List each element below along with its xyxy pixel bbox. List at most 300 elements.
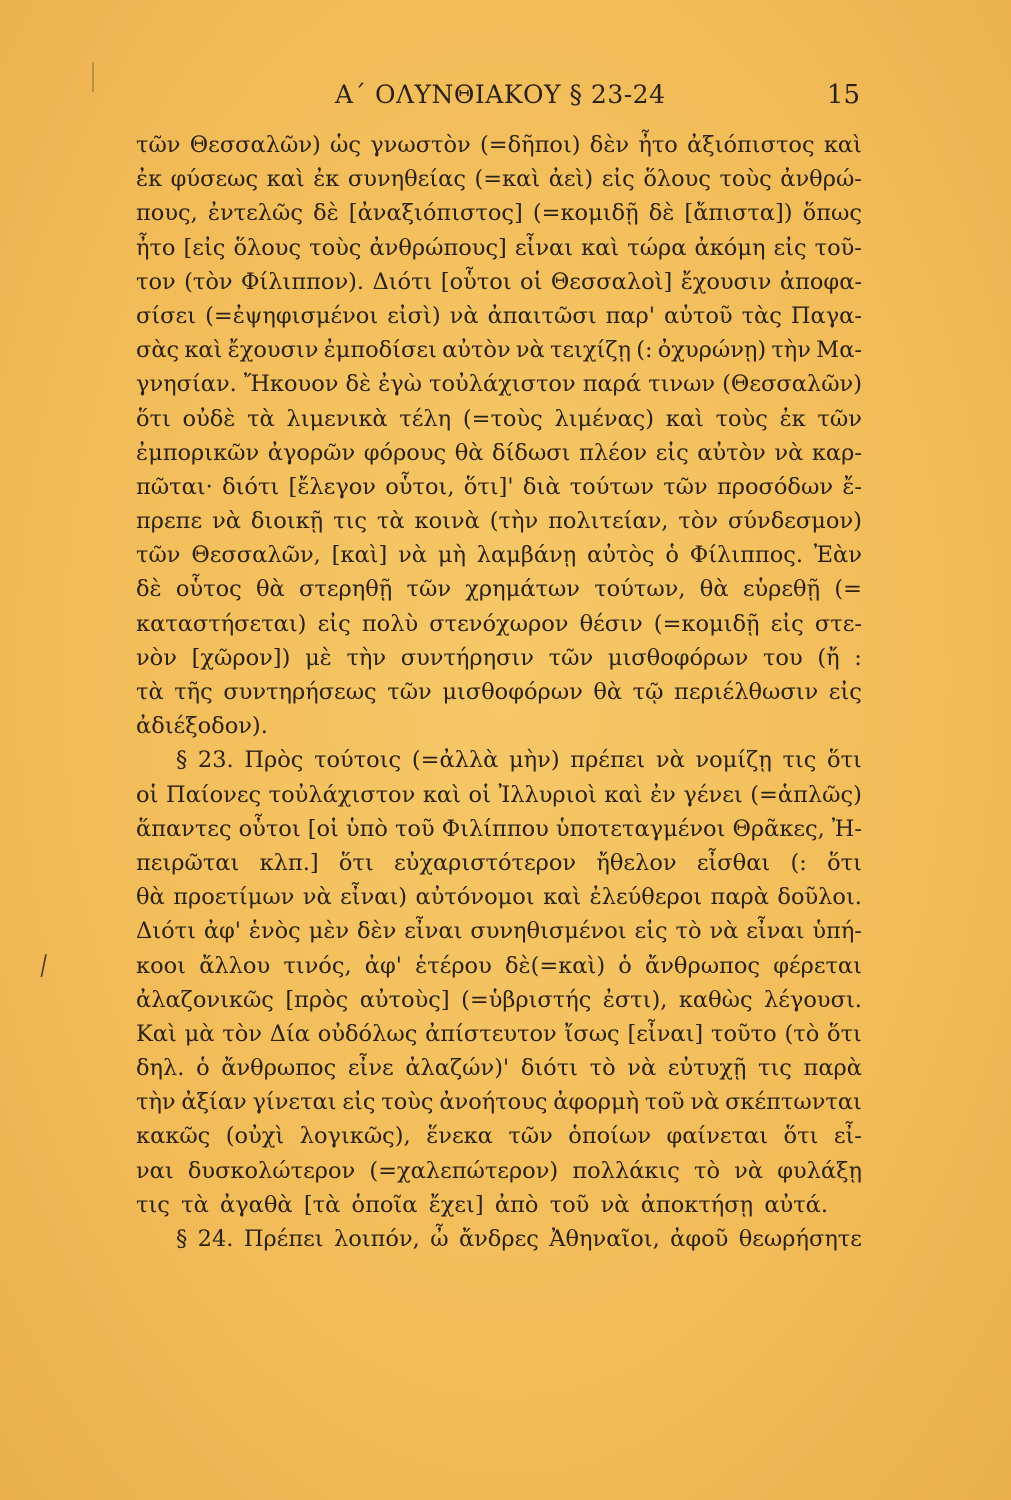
text-line [136, 1051, 862, 1085]
word: εἰς [634, 918, 668, 945]
word: (οὐχὶ [225, 1123, 285, 1150]
word: καθὼς [678, 986, 753, 1013]
word: ὑποτεταγμένοι [555, 815, 726, 842]
word: τοὺς [715, 405, 768, 432]
word: Φίλιππος. [689, 542, 803, 569]
word: φαίνεται [666, 1123, 769, 1150]
body-text [136, 128, 862, 1256]
word: πολιτείαν, [548, 508, 669, 535]
word: εὐτυχῇ [667, 1055, 747, 1082]
word: [οὗτοι [440, 268, 512, 295]
word: ἄνθρωπος [645, 952, 760, 979]
word: δὲ [648, 200, 675, 227]
word: (τὸν [184, 268, 233, 295]
word: λέγουσι. [764, 986, 862, 1013]
word: τὴν [771, 337, 811, 364]
word: δὲ(=καὶ) [504, 952, 606, 979]
word: Διότι [372, 268, 433, 295]
word: συνηθείας [347, 166, 466, 193]
word: ἀεὶ) [548, 166, 594, 193]
word: τοῦ [644, 1089, 685, 1116]
word: 24. [197, 1226, 234, 1252]
word: Παγα- [790, 302, 862, 329]
word: χρημάτων [465, 576, 580, 603]
word: τον [136, 268, 176, 295]
word: λιμενικὰ [286, 405, 388, 432]
word: ἅπαντες [136, 815, 232, 842]
word: καὶ [823, 132, 862, 158]
word: [εἰς [183, 234, 226, 261]
word: ἀφ' [364, 952, 402, 979]
word: : [854, 644, 862, 671]
word: [πρὸς [285, 986, 349, 1013]
word: Φίλιππον). [240, 268, 365, 295]
text-line [136, 231, 862, 265]
text-line [136, 470, 862, 504]
word: τοὺς [719, 166, 772, 193]
word: (=τοὺς [462, 405, 543, 432]
word: 23. [197, 747, 234, 774]
word: ὅλους [233, 234, 302, 261]
word: λαμβάνῃ [476, 542, 577, 569]
word: [χῶρον]) [191, 644, 291, 671]
word: καὶ [581, 234, 620, 261]
word: κοοι [136, 952, 186, 979]
text-line [136, 1222, 862, 1256]
word: ὅτι [827, 747, 862, 774]
word: τῶν [548, 644, 594, 671]
word: ἐγὼ [378, 371, 422, 398]
word: λοιπόν, [334, 1226, 420, 1252]
word: νὰ [690, 1089, 720, 1116]
word: Ἐὰν [813, 542, 862, 569]
word: ἐν [650, 781, 676, 808]
word: Πρὸς [244, 747, 304, 774]
word: εἰς [773, 234, 807, 261]
word: ἑτέρου [415, 952, 492, 979]
word: ὅλους [643, 166, 711, 193]
word: δὲ [345, 371, 372, 398]
word: γένει [683, 781, 743, 808]
word: τῶν [136, 132, 181, 158]
word: ἀγαθὰ [220, 1191, 293, 1218]
word: τοὐλάχιστον [429, 371, 576, 398]
word: ὅτι [827, 849, 862, 876]
word: στε- [814, 610, 862, 637]
word: (: [790, 849, 807, 876]
word: περιέλθωσιν [674, 679, 819, 705]
word: θὰ [593, 679, 623, 705]
word: ὑπή- [812, 918, 862, 945]
word: τοὺς [381, 1089, 434, 1116]
word: συντηρήσεως [223, 679, 377, 705]
word: του [762, 644, 803, 671]
text-line [136, 675, 862, 709]
word: ὦ [430, 1226, 449, 1252]
word: ἐλεύθεροι [589, 884, 703, 911]
word: ἔχει] [428, 1191, 484, 1218]
word: οἱ [136, 781, 159, 808]
word: νὰ [212, 508, 241, 535]
word: τῆς [174, 679, 213, 705]
word: (=ὑβριστής [461, 986, 592, 1013]
word: ὁποίων [568, 1123, 652, 1150]
word: ὡς [330, 132, 361, 158]
word: [τὰ [303, 1191, 341, 1218]
word: τὰ [376, 508, 405, 535]
word: Μα- [816, 337, 862, 364]
text-line [136, 880, 862, 914]
word: τοὺς [309, 234, 362, 261]
running-title: Α΄ ΟΛΥΝΘΙΑΚΟΥ § 23-24 [335, 80, 666, 109]
word: ἐμποδίσει [323, 337, 437, 364]
word: εἶ- [833, 1123, 862, 1150]
word: τοὐλάχιστον [268, 781, 416, 808]
word: ἄνθρωπος [221, 1055, 337, 1082]
text-line [136, 949, 862, 983]
word: ἀποκτήσῃ [640, 1191, 754, 1218]
word: τις [758, 1055, 792, 1082]
word: τὸν [222, 1020, 262, 1047]
word: Φιλίππου [441, 815, 549, 842]
word: τῶν [406, 576, 452, 603]
word: τις [333, 508, 367, 535]
word: ἄνδρες [458, 1226, 539, 1252]
word: ὅτι]' [463, 473, 514, 500]
word: ἐκ [779, 405, 806, 432]
word: Καὶ [136, 1020, 177, 1047]
word: εἰς [655, 439, 689, 466]
word: εἶνε [347, 1055, 394, 1082]
word: [ἔλεγον [288, 473, 376, 500]
word: Ἤκουον [243, 371, 339, 398]
word: Θεσσαλῶν, [191, 542, 321, 569]
word: τις [136, 1191, 170, 1218]
word: καταστήσεται) [136, 610, 307, 637]
text-line [136, 367, 862, 401]
word: κακῶς [136, 1123, 211, 1150]
word: ἐστι), [602, 986, 668, 1013]
word: ἀπίστευτον [425, 1020, 557, 1047]
word: εἶναι [404, 918, 463, 945]
word: δὲ [136, 576, 162, 603]
word: ἀφ' [203, 918, 241, 945]
word: ἤθελον [596, 849, 677, 876]
word: ἀξιόπιστος [687, 132, 815, 158]
word: πειρῶται [136, 849, 240, 876]
text-line [136, 709, 862, 743]
word: αὐτὸν [442, 337, 511, 364]
word: γνωστὸν [370, 132, 471, 158]
word: οἱ [520, 268, 543, 295]
text-line [136, 743, 862, 777]
page-number: 15 [826, 80, 860, 110]
word: [ἄπιστα]) [684, 200, 793, 227]
word: νὰ [774, 439, 804, 466]
word: ἀνθρώπους] [369, 234, 507, 261]
word: (=ἐψηφισμένοι [205, 302, 379, 329]
word: πολὺ [361, 610, 419, 637]
word: θὰ [454, 439, 484, 466]
word: νὰ [627, 1055, 657, 1082]
word: σκέπτωνται [725, 1089, 862, 1116]
text-line [136, 1154, 862, 1188]
word: ἀνοήτους [439, 1089, 548, 1116]
word: Δία [269, 1020, 310, 1047]
text-line [136, 436, 862, 470]
word: θὰ [136, 884, 165, 911]
word: ἀνθρώ- [780, 166, 862, 193]
text-line [136, 333, 862, 367]
word: Διότι [136, 918, 196, 945]
word: μὴ [437, 542, 466, 569]
word: οὐδόλως [317, 1020, 418, 1047]
text-line [136, 1085, 862, 1119]
word: ἐντελῶς [207, 200, 303, 227]
text-line [136, 162, 862, 196]
word: παρὰ [803, 1055, 862, 1082]
text-line [136, 1188, 862, 1222]
word: οὗτοι, [385, 473, 455, 500]
word: πολλάκις [572, 1157, 680, 1184]
text-line [136, 538, 862, 572]
word: τοῦ [549, 1191, 590, 1218]
text-line [136, 983, 862, 1017]
margin-tick [92, 62, 94, 92]
word: ἴσως [564, 1020, 620, 1047]
word: Θεσσαλοὶ] [550, 268, 673, 295]
word: ἀποφα- [779, 268, 862, 295]
word: ὅπως [802, 200, 862, 227]
word: αὐτὸν [697, 439, 766, 466]
word: τις [782, 747, 817, 774]
word: εἰς [601, 166, 635, 193]
word: φυλάξῃ [777, 1157, 862, 1184]
word: θεωρήσητε [738, 1226, 862, 1252]
word: ἑνὸς [248, 918, 301, 945]
text-line [136, 196, 862, 230]
word: προσόδων [716, 473, 834, 500]
word: οὗτος [175, 576, 242, 603]
word: αὐτόνομοι [415, 884, 535, 911]
word: καὶ [543, 884, 582, 911]
word: τώρα [627, 234, 687, 261]
word: ἔ- [842, 473, 862, 500]
word: καὶ [266, 166, 305, 193]
word: § [176, 1226, 188, 1252]
text-line [136, 812, 862, 846]
word: μὲν [308, 918, 350, 945]
word: νὰ [449, 302, 479, 329]
word: πῶται· [136, 473, 213, 500]
word: εἶναι [514, 234, 574, 261]
word: [καὶ] [331, 542, 388, 569]
word: ἐκ [313, 166, 340, 193]
word: τοῦτο [711, 1020, 777, 1047]
word: οὐδὲ [182, 405, 236, 432]
word: νὸν [136, 644, 177, 671]
word: εἰσὶ) [387, 302, 441, 329]
word: τούτοις [314, 747, 402, 774]
word: ἄλλου [199, 952, 271, 979]
word: δὲ [313, 200, 339, 227]
word: (=κομιδῇ [532, 200, 639, 227]
word: οἱ [468, 781, 491, 808]
word: σύνδεσμον) [728, 508, 862, 535]
word: (=κομιδῇ [653, 610, 760, 637]
word: οὗτοι [238, 815, 301, 842]
word: παρ' [605, 302, 655, 329]
word: τινων [648, 371, 716, 398]
word: θὰ [256, 576, 285, 603]
word: εἶναι [746, 918, 805, 945]
word: εὐχαριστότερον [393, 849, 577, 876]
word: (=χαλεπώτερον) [369, 1157, 559, 1184]
word: (=δῆποι) [479, 132, 581, 158]
word: πρέπει [570, 747, 646, 774]
word: προετίμων [173, 884, 295, 911]
word: διὰ [522, 473, 561, 500]
word: νὰ [655, 747, 685, 774]
word: (=ἁπλῶς) [750, 781, 862, 808]
word: διοικῇ [250, 508, 324, 535]
word: μισθοφόρων [442, 679, 583, 705]
word: παρά [582, 371, 642, 398]
word: Θρᾶκες, [732, 815, 825, 842]
word: μὰ [184, 1020, 215, 1047]
word: γνησίαν. [136, 371, 237, 398]
word: ἐκ [136, 166, 163, 193]
word: δοῦλοι. [777, 884, 862, 911]
word: [ἀναξιόπιστος] [348, 200, 523, 227]
word: μὴν) [509, 747, 560, 774]
word: πρεπε [136, 508, 203, 535]
word: ὁ [196, 1055, 210, 1082]
word: ἔχουσιν [227, 337, 319, 364]
word: ἀφορμὴ [553, 1089, 640, 1116]
word: στερηθῇ [299, 576, 393, 603]
word: νὰ [398, 542, 427, 569]
word: τειχίζῃ [549, 337, 631, 364]
page-header [130, 80, 860, 120]
word: τέλη [399, 405, 452, 432]
word: τούτων [569, 473, 654, 500]
word: μὲ [305, 644, 332, 671]
word: τοῦ- [814, 234, 862, 261]
word: ὀχυρώνῃ) [657, 337, 767, 364]
text-line [136, 402, 862, 436]
word: ναι [136, 1157, 174, 1184]
word: τινός, [283, 952, 352, 979]
word: εἰς [770, 610, 804, 637]
word: ὁ [618, 952, 632, 979]
word: αὐτοὺς] [359, 986, 450, 1013]
word: εἶναι) [340, 884, 408, 911]
word: τοῦ [394, 815, 435, 842]
text-line [136, 778, 862, 812]
word: εἶσθαι [696, 849, 771, 876]
word: ἀκόμη [694, 234, 766, 261]
word: ἀπαιτῶσι [487, 302, 597, 329]
word: τὰ [181, 1191, 209, 1218]
word: νὰ [734, 1157, 764, 1184]
word: ἦτο [136, 234, 176, 261]
word: § [176, 747, 188, 774]
word: τῶν [663, 473, 708, 500]
word: εἰς [342, 1089, 376, 1116]
text-line [136, 299, 862, 333]
word: ἀλαζονικῶς [136, 986, 274, 1013]
word: ἦτο [638, 132, 678, 158]
word: [εἶναι] [627, 1020, 704, 1047]
word: Ἠ- [831, 815, 862, 842]
word: ὑπὸ [345, 815, 388, 842]
word: καὶ [422, 781, 461, 808]
word: θέσιν [579, 610, 643, 637]
word: (=ἀλλὰ [411, 747, 499, 774]
word: ἔχουσιν [680, 268, 772, 295]
text-line [136, 641, 862, 675]
word: τῷ [632, 679, 664, 705]
word: ἀδιέξοδον). [136, 713, 268, 740]
word: φέρεται [773, 952, 862, 979]
word: ἀφοῦ [670, 1226, 729, 1252]
word: πλέον [579, 439, 648, 466]
word: νὰ [709, 918, 739, 945]
word: τὸ [589, 1055, 616, 1082]
word: στενόχωρον [429, 610, 569, 637]
word: αὐτά. [764, 1191, 829, 1218]
word: ὁποῖα [351, 1191, 418, 1218]
word: διότι [222, 473, 280, 500]
text-line [136, 572, 862, 606]
word: ἀλαζών)' [405, 1055, 510, 1082]
word: θὰ [699, 576, 729, 603]
word: Ἰλλυριοὶ [498, 781, 597, 808]
word: ἐμπορικῶν [136, 439, 260, 466]
word: κοινὰ [414, 508, 480, 535]
word: τὰς [741, 302, 782, 329]
word: ὅτι [338, 849, 374, 876]
word: τὸν [678, 508, 719, 535]
word: τὸ [694, 1157, 721, 1184]
word: μισθοφόρων [607, 644, 749, 671]
word: τῶν [387, 679, 432, 705]
margin-annotation: ⁄ [37, 952, 52, 982]
text-line [136, 504, 862, 538]
word: πους, [136, 200, 198, 227]
word: κλπ.] [259, 849, 319, 876]
word: ἕνεκα [426, 1123, 493, 1150]
word: φύσεως [170, 166, 259, 193]
word: λογικῶς), [299, 1123, 411, 1150]
word: παρὰ [710, 884, 769, 911]
word: ὁ [665, 542, 679, 569]
word: καρ- [811, 439, 862, 466]
word: Θεσσαλῶν) [189, 132, 321, 158]
word: ὅτι [136, 405, 171, 432]
word: (=καὶ [474, 166, 541, 193]
word: σίσει [136, 302, 197, 329]
word: καὶ [604, 781, 643, 808]
word: γίνεται [252, 1089, 337, 1116]
word: λιμένας) [554, 405, 655, 432]
word: αὐτοῦ [664, 302, 733, 329]
word: τὴν [346, 644, 387, 671]
word: τῶν [508, 1123, 553, 1150]
word: τῶν [136, 542, 181, 569]
word: Πρέπει [243, 1226, 324, 1252]
